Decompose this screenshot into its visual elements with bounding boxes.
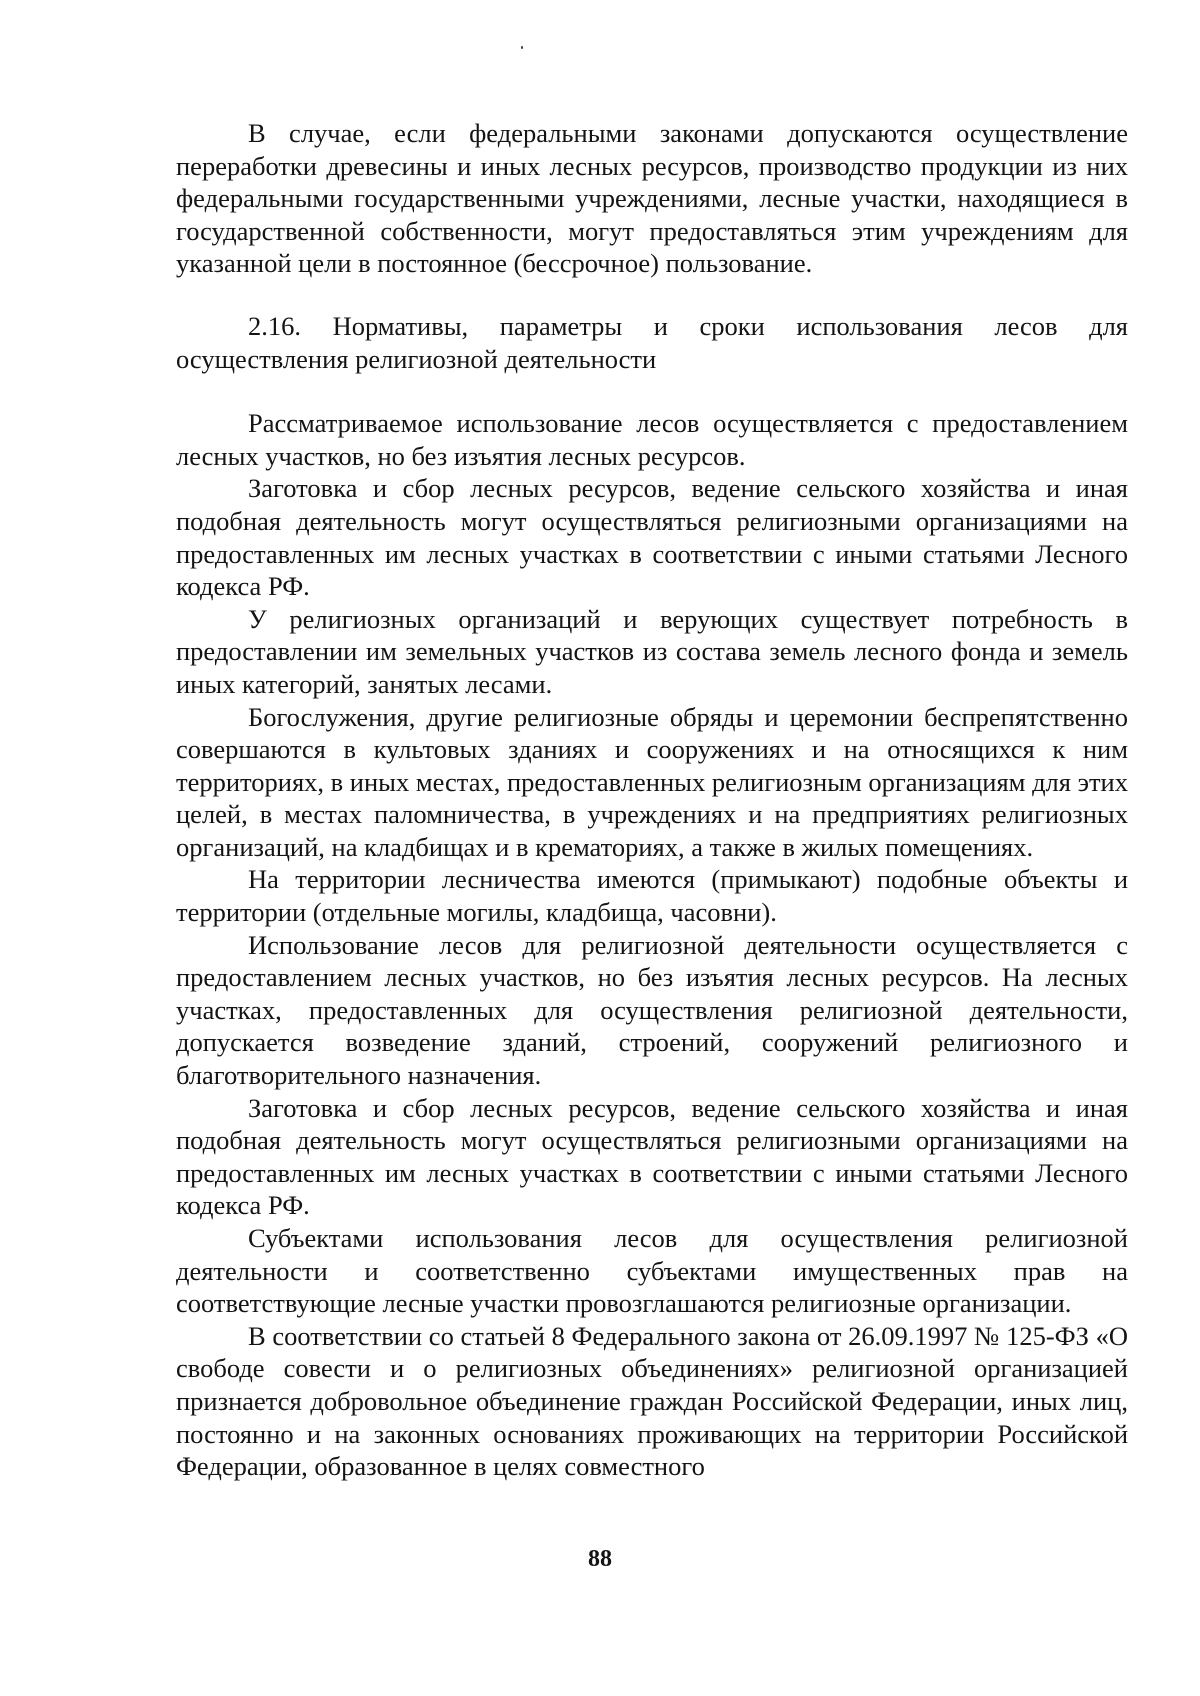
document-body — [176, 117, 1128, 1483]
page-number: 88 — [588, 1546, 612, 1572]
paragraph-forestry-objects: На территории лесничества имеются (примыкают) подобные объекты и территории (отдельные могилы, кладбища, часовни). — [176, 864, 1128, 928]
paragraph-worship-places: Богослужения, другие религиозные обряды и церемонии беспрепятственно совершаются в культовых зданиях и сооружениях и на относящихся к ним территориях, в иных местах, предоставленных религиозным организациям для этих целей, в местах паломничества, в учреждениях и на предприятиях религиозных организаций, на кладбищах и в крематориях, а также в жилых помещениях. — [176, 701, 1128, 862]
paragraph-religious-buildings: Использование лесов для религиозной деятельности осуществляется с предоставлением лесных участков, но без изъятия лесных ресурсов. На лесных участках, предоставленных для осуществления религиозной деятельности, допускается возведение зданий, строений, сооружений религиозного и благотворительного назначения. — [176, 929, 1128, 1091]
paragraph-subjects-of-use: Субъектами использования лесов для осуществления религиозной деятельности и соответственно субъектами имущественных прав на соответствующие лесные участки провозглашаются религиозные организации. — [176, 1223, 1128, 1319]
paragraph-federal-institutions: В случае, если федеральными законами допускаются осуществление переработки древесины и иных лесных ресурсов, производство продукции из них федеральными государственными учреждениями, лесные участки, находящиеся в государственной собственности, могут предоставляться этим учреждениям для указанной цели в постоянное (бессрочное) пользование. — [176, 118, 1128, 279]
section-heading-2-16: 2.16. Нормативы, параметры и сроки использования лесов для осуществления религиозной деятельности — [176, 310, 1128, 374]
scan-speck — [521, 46, 523, 49]
paragraph-federal-law-125: В соответствии со статьей 8 Федерального закона от 26.09.1997 № 125-ФЗ «О свободе совести и о религиозных объединениях» религиозной организацией признается добровольное объединение граждан Российской Федерации, иных лиц, постоянно и на законных основаниях проживающих на территории Российской Федерации, образованное в целях совместного — [176, 1320, 1128, 1482]
paragraph-harvesting-religious-orgs: Заготовка и сбор лесных ресурсов, ведение сельского хозяйства и иная подобная деятельность могут осуществляться религиозными организациями на предоставленных им лесных участках в соответствии с иными статьями Лесного кодекса РФ. — [176, 473, 1128, 602]
paragraph-harvesting-repeat: Заготовка и сбор лесных ресурсов, ведение сельского хозяйства и иная подобная деятельность могут осуществляться религиозными организациями на предоставленных им лесных участках в соответствии с иными статьями Лесного кодекса РФ. — [176, 1092, 1128, 1221]
paragraph-usage-without-withdrawal: Рассматриваемое использование лесов осуществляется с предоставлением лесных участков, но без изъятия лесных ресурсов. — [176, 408, 1128, 471]
paragraph-land-need: У религиозных организаций и верующих существует потребность в предоставлении им земельных участков из состава земель лесного фонда и земель иных категорий, занятых лесами. — [176, 603, 1128, 699]
